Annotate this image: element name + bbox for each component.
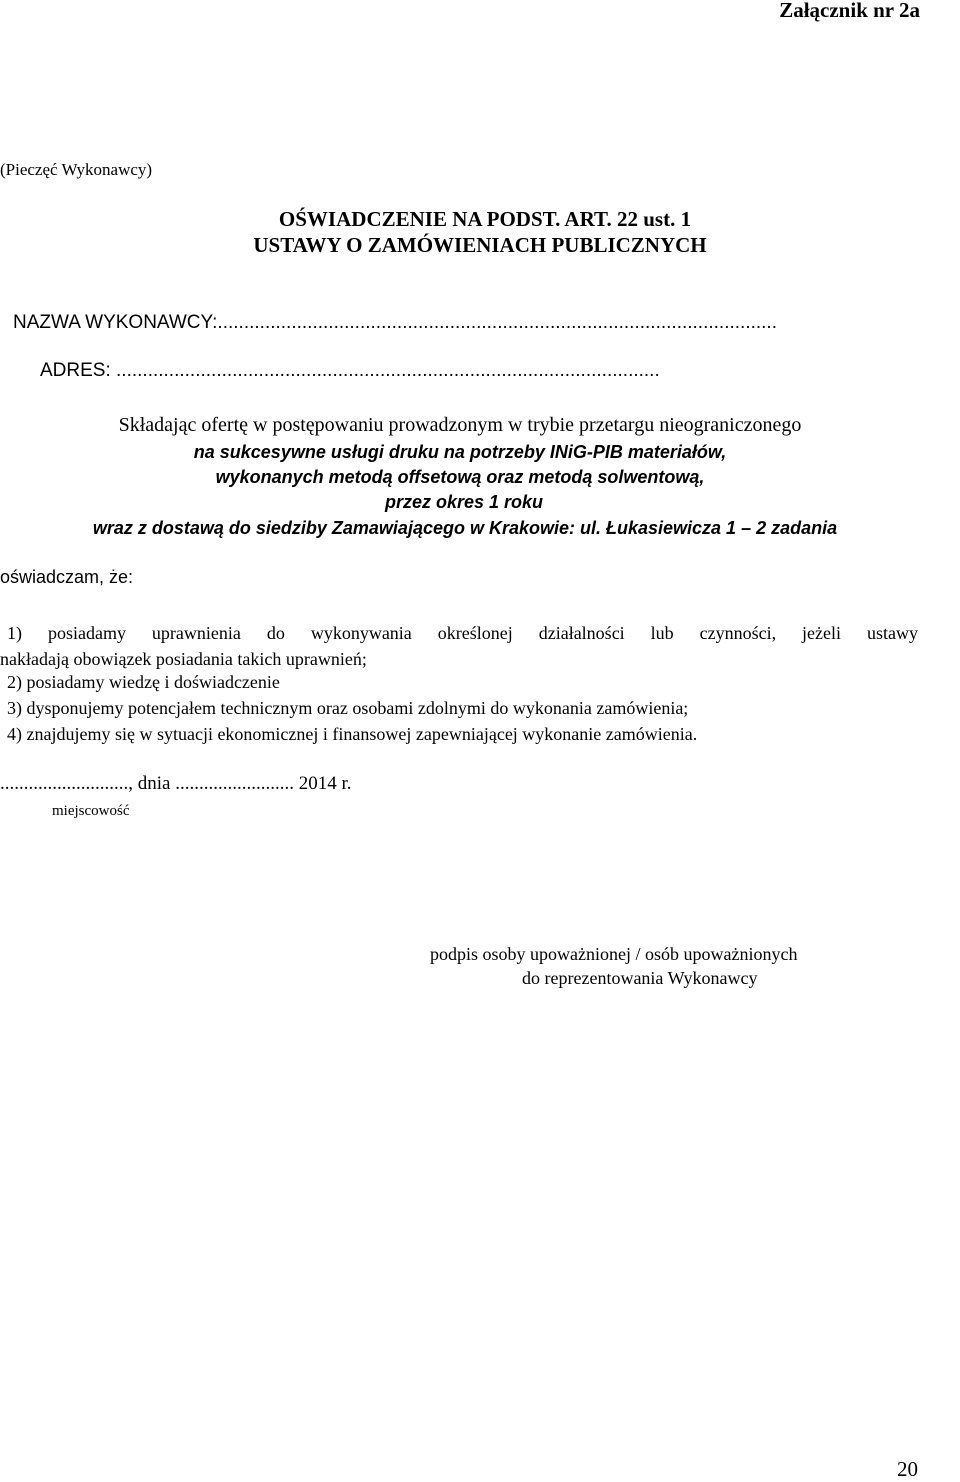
document-title-line2: USTAWY O ZAMÓWIENIACH PUBLICZNYCH xyxy=(253,233,707,257)
declaration-item-1 xyxy=(0,620,918,672)
declaration-item-3: 3) dysponujemy potencjałem technicznym oraz osobami zdolnymi do wykonania zamówienia; xyxy=(7,698,689,718)
annex-label: Załącznik nr 2a xyxy=(779,0,920,22)
contractor-stamp-placeholder: (Pieczęć Wykonawcy) xyxy=(0,160,153,179)
subject-line-1: na sukcesywne usługi druku na potrzeby INiG-PIB materiałów, xyxy=(193,442,727,462)
contractor-name-field: NAZWA WYKONAWCY:.......................................................................................................... xyxy=(13,312,777,333)
contractor-address-field: ADRES: ....................................................................................................... xyxy=(40,360,660,381)
page-number: 20 xyxy=(897,1457,918,1481)
declaration-item-1-line-1: 1) posiadamy uprawnienia do wykonywania określonej działalności lub czynności, jeżeli ustawy xyxy=(7,623,918,643)
place-label: miejscowość xyxy=(52,803,130,819)
declaration-heading: oświadczam, że: xyxy=(0,567,134,587)
subject-line-3: przez okres 1 roku xyxy=(384,492,544,512)
signature-caption-line-2: do reprezentowania Wykonawcy xyxy=(522,968,758,988)
subject-line-2: wykonanych metodą offsetową oraz metodą solwentową, xyxy=(215,467,705,487)
declaration-item-4: 4) znajdujemy się w sytuacji ekonomicznej i finansowej zapewniającej wykonanie zamówienia. xyxy=(7,724,698,744)
signature-caption-line-1: podpis osoby upoważnionej / osób upoważnionych xyxy=(430,944,798,964)
declaration-item-2: 2) posiadamy wiedzę i doświadczenie xyxy=(7,672,280,692)
declaration-item-1-line-2: nakładają obowiązek posiadania takich uprawnień; xyxy=(0,649,367,669)
document-title-line1: OŚWIADCZENIE NA PODST. ART. 22 ust. 1 xyxy=(278,207,692,231)
intro-text: Składając ofertę w postępowaniu prowadzonym w trybie przetargu nieograniczonego xyxy=(118,414,802,436)
subject-line-4: wraz z dostawą do siedziby Zamawiającego w Krakowie: ul. Łukasiewicza 1 – 2 zadania xyxy=(92,518,838,538)
place-date-line: ..........................., dnia ......................... 2014 r. xyxy=(0,773,352,794)
